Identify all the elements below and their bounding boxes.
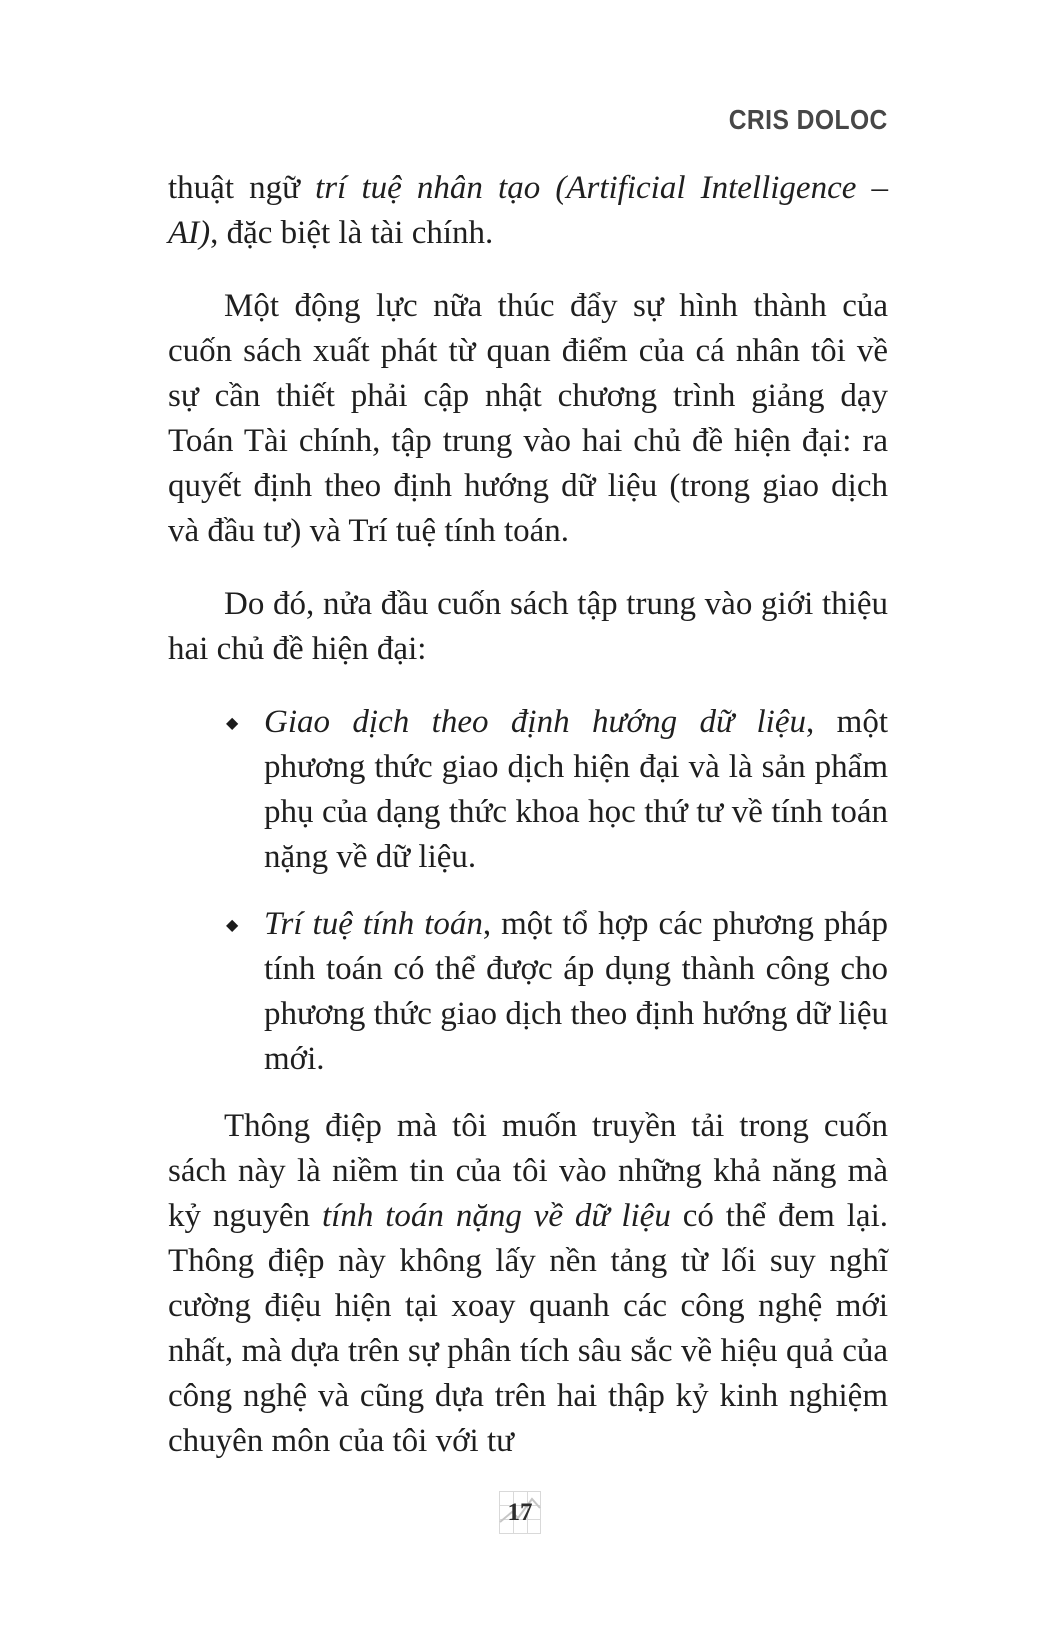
page-number-box (499, 1491, 541, 1534)
paragraph (168, 582, 888, 672)
text-run: , một tổ hợp các phương pháp tính toán có thể được áp dụng thành công cho phương thức giao dịch theo định hướng dữ liệu mới. (264, 906, 888, 1077)
page-body (168, 166, 888, 1492)
paragraph (168, 284, 888, 554)
bullet-text (264, 704, 888, 875)
running-head-author: CRIS DOLOC (728, 104, 888, 135)
text-run: thuật ngữ (168, 170, 316, 206)
bullet-item (168, 902, 888, 1082)
bullet-diamond-icon: ◆ (226, 915, 239, 934)
page-footer (0, 1491, 1040, 1534)
italic-text-run: trí tuệ nhân tạo (Artificial Intelligence – AI) (168, 170, 888, 251)
paragraph (168, 166, 888, 256)
page-number: 17 (507, 1498, 533, 1526)
bullet-text (264, 906, 888, 1077)
page-header (168, 104, 888, 136)
bullet-item (168, 700, 888, 880)
text-run: , đặc biệt là tài chính. (210, 215, 494, 251)
bullet-diamond-icon: ◆ (226, 713, 239, 732)
text-run: Thông điệp mà tôi muốn truyền tải trong cuốn sách này là niềm tin của tôi vào những khả năng mà kỷ nguyên (168, 1108, 888, 1234)
paragraph (168, 1104, 888, 1464)
italic-text-run: tính toán nặng về dữ liệu (321, 1198, 671, 1234)
italic-text-run: Giao dịch theo định hướng dữ liệu (264, 704, 806, 740)
text-run: Một động lực nữa thúc đẩy sự hình thành của cuốn sách xuất phát từ quan điểm của cá nhân tôi về sự cần thiết phải cập nhật chương trình giảng dạy Toán Tài chính, tập trung vào hai chủ đề hiện đại: ra quyết định theo định hướng dữ liệu (trong giao dịch và đầu tư) và Trí tuệ tính toán. (168, 288, 888, 549)
text-run: Do đó, nửa đầu cuốn sách tập trung vào giới thiệu hai chủ đề hiện đại: (168, 586, 888, 667)
text-run: , một phương thức giao dịch hiện đại và là sản phẩm phụ của dạng thức khoa học thứ tư về tính toán nặng về dữ liệu. (264, 704, 888, 875)
text-run: có thể đem lại. Thông điệp này không lấy nền tảng từ lối suy nghĩ cường điệu hiện tại xoay quanh các công nghệ mới nhất, mà dựa trên sự phân tích sâu sắc về hiệu quả của công nghệ và cũng dựa trên hai thập kỷ kinh nghiệm chuyên môn của tôi với tư (168, 1198, 888, 1459)
italic-text-run: Trí tuệ tính toán (264, 906, 483, 942)
